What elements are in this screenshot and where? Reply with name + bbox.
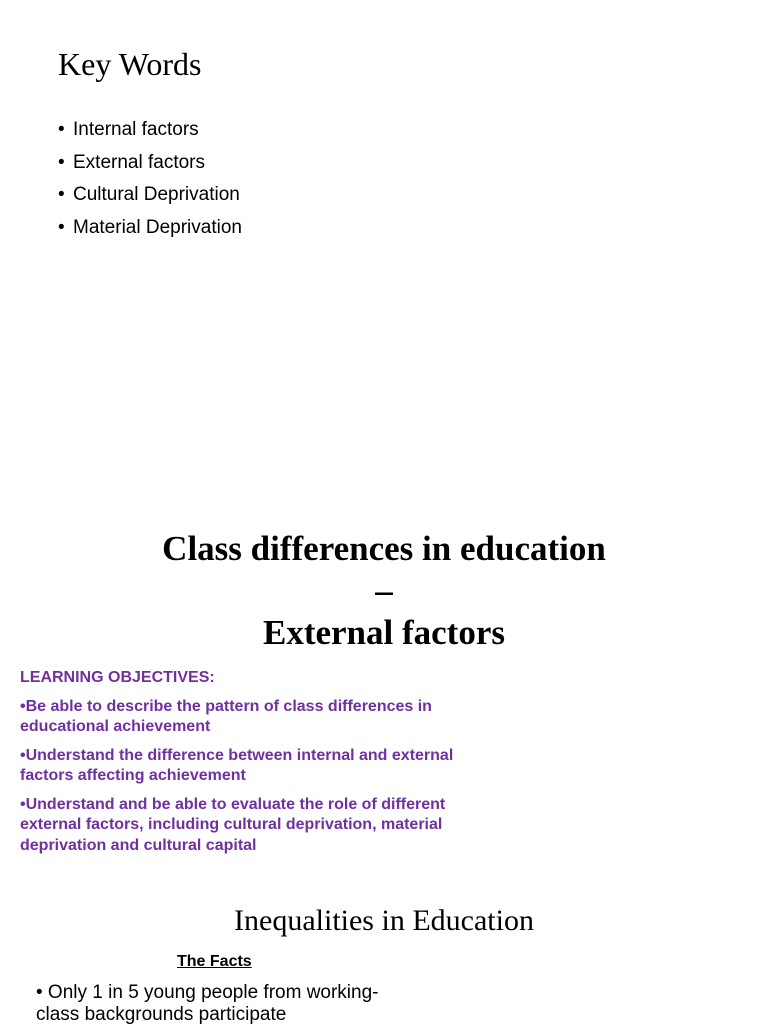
bullet-marker: • <box>58 151 65 173</box>
list-item <box>58 147 242 180</box>
facts-body-text: • Only 1 in 5 young people from working-class backgrounds participate <box>36 982 379 1025</box>
class-differences-slide <box>0 510 768 890</box>
objective-item: •Understand and be able to evaluate the role of different external factors, including cultural deprivation, material deprivation and cultural capital <box>20 795 446 854</box>
title-line-1: Class differences in education <box>162 529 606 568</box>
list-item <box>58 179 242 212</box>
objective-item: •Be able to describe the pattern of class differences in educational achievement <box>20 697 432 735</box>
learning-objectives-heading: LEARNING OBJECTIVES: <box>20 669 215 686</box>
list-item <box>58 114 242 147</box>
key-words-list <box>58 114 242 244</box>
title-line-3: External factors <box>262 613 505 652</box>
title-line-2: – <box>375 571 393 610</box>
key-word-internal-factors: Internal factors <box>73 119 199 140</box>
bullet-marker: • <box>58 216 65 238</box>
objective-item: •Understand the difference between internal and external factors affecting achievement <box>20 746 454 784</box>
facts-subheading: The Facts <box>177 953 252 970</box>
key-words-slide <box>0 0 768 480</box>
inequalities-slide <box>0 890 768 1024</box>
key-words-title: Key Words <box>58 46 202 82</box>
class-differences-title <box>0 528 768 654</box>
bullet-marker: • <box>58 119 65 140</box>
bullet-marker: • <box>58 184 65 205</box>
key-word-external-factors: External factors <box>73 151 205 173</box>
inequalities-title: Inequalities in Education <box>234 904 534 937</box>
key-word-material-deprivation: Material Deprivation <box>73 216 242 238</box>
learning-objectives <box>20 668 500 864</box>
key-word-cultural-deprivation: Cultural Deprivation <box>73 184 240 205</box>
list-item <box>58 212 242 245</box>
